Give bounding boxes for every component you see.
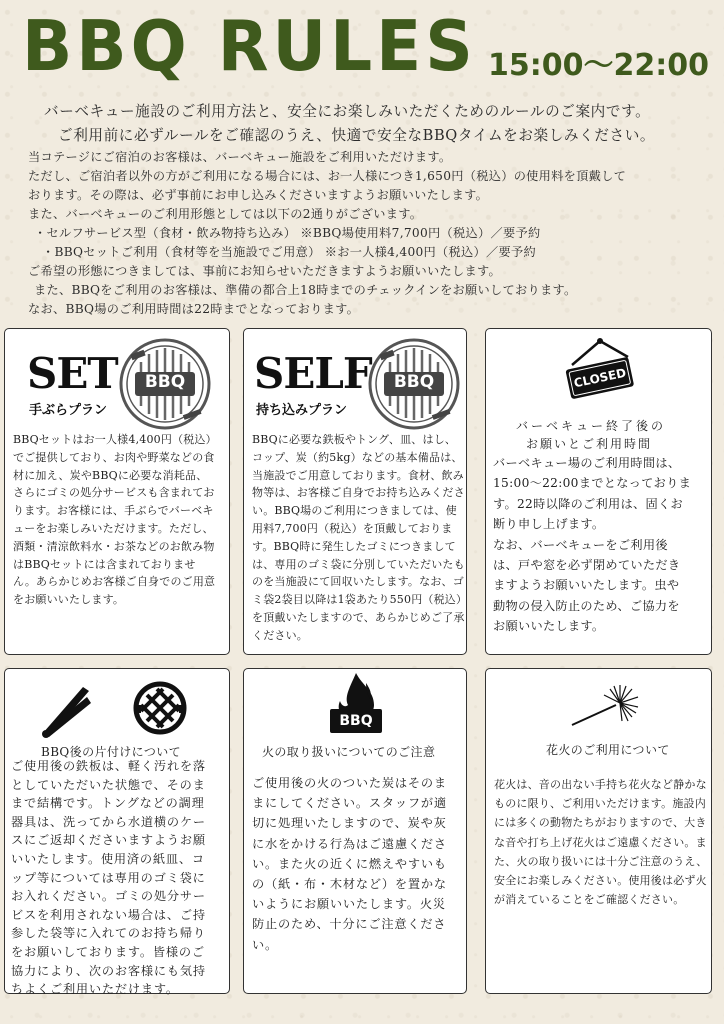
fire-body-line: まにしてください。スタッフが適: [252, 796, 447, 811]
closed-body-line: 断り申し上げます。: [493, 517, 605, 532]
fireworks-body-line: ものに限り、ご利用いただけます。施設内: [494, 797, 706, 811]
cleanup-body-line: をお願いしております。皆様のご: [11, 944, 205, 959]
notes-line: また、バーベキューのご利用形態としては以下の2通りがございます。: [28, 207, 423, 221]
grill-badge-text: BBQ: [393, 372, 435, 392]
fireworks-body-line: には多くの動物たちがおりますので、大き: [494, 816, 707, 830]
set-body-line: ります。お客様には、手ぶらでバーベキ: [13, 504, 214, 518]
fireworks-body-line: が消えていることをご確認ください。: [494, 893, 685, 907]
fireworks-heading: 花火のご利用について: [546, 743, 670, 757]
grill-badge-text: BBQ: [144, 372, 186, 392]
self-body: [252, 431, 467, 645]
self-body-line: 用料7,700円（税込）を頂戴しておりま: [252, 521, 453, 535]
fire-body-line: い。また火の近くに燃えやすいも: [252, 856, 447, 871]
card-self-plan: [243, 328, 467, 655]
notes-line: ・BBQセットご利用（食材等を当施設でご用意） ※お一人様4,400円（税込）／要予約: [42, 245, 536, 259]
self-body-line: ミ袋2袋目以降は1袋あたり550円（税込）: [252, 593, 468, 607]
fire-heading: 火の取り扱いについてのご注意: [262, 745, 436, 759]
cleanup-body-line: 参した袋等に入れてのお持ち帰り: [11, 926, 206, 941]
fire-body-line: い。: [252, 937, 278, 952]
cleanup-heading: BBQ後の片付けについて: [41, 745, 182, 759]
fire-badge-text: BBQ: [339, 713, 373, 729]
closed-body-line: なお、バーベキューをご利用後: [493, 537, 668, 552]
card-fireworks: [485, 668, 712, 994]
grill-grate-icon: [129, 675, 191, 737]
hours-label: 15:00～22:00: [488, 48, 709, 83]
self-body-line: 当施設でご用意しております。食材、飲み: [252, 468, 464, 482]
notes-line: ・セルフサービス型（食材・飲み物持ち込み） ※BBQ場使用料7,700円（税込）／要予約: [34, 226, 541, 240]
set-subheading: 手ぶらプラン: [29, 403, 108, 418]
cleanup-body-line: スにご返却くださいますようお願: [11, 833, 206, 848]
card-closing-hours: [485, 328, 712, 655]
set-body-line: さらにゴミの処分サービスも含まれてお: [13, 486, 215, 500]
fire-body-line: の（紙・布・木材など）を置かな: [252, 877, 447, 892]
fire-body: [252, 773, 447, 955]
cleanup-body-line: まで結構です。トングなどの調理: [11, 796, 205, 811]
cleanup-body-line: ップ等については専用のゴミ袋に: [11, 870, 206, 885]
notes-line: 当コテージにご宿泊のお客様は、バーベキュー施設をご利用いただけます。: [28, 150, 452, 164]
self-heading: SELF: [254, 349, 372, 398]
cleanup-body-line: 協力により、次のお客様にも気持: [11, 963, 206, 978]
cleanup-body-line: ご使用後の鉄板は、軽く汚れを落: [11, 759, 206, 773]
self-body-line: す。BBQ時に発生したゴミにつきまして: [252, 539, 456, 553]
self-body-line: は、専用のゴミ袋に分別していただいたも: [252, 557, 465, 571]
notes-line: おります。その際は、必ず事前にお申し込みくださいますようお願いいたします。: [28, 188, 489, 202]
set-body-line: 材に加え、炭やBBQに必要な消耗品、: [13, 468, 208, 482]
self-body-line: を頂戴いたしますので、あらかじめご了承: [252, 610, 465, 624]
cleanup-body-line: としていただいた状態で、そのま: [11, 777, 206, 792]
cleanup-body-line: いいたします。使用済の紙皿、コ: [11, 851, 205, 866]
self-body-line: い。BBQ場のご利用につきましては、使: [252, 504, 457, 518]
set-body-line: ん。あらかじめお客様ご自身でのご用意: [13, 575, 216, 589]
closed-body-line: お願いいたします。: [493, 619, 605, 634]
page-title: BBQ RULES: [22, 6, 477, 87]
set-body-line: をお願いいたします。: [13, 593, 125, 607]
notes-block: [28, 148, 708, 319]
closed-heading-2: お願いとご利用時間: [526, 437, 653, 451]
closed-body: [493, 453, 691, 637]
self-body-line: のを当施設にて回収いたします。なお、ゴ: [252, 575, 464, 589]
intro-line-2: ご利用前に必ずルールをご確認のうえ、快適で安全なBBQタイムをお楽しみください。: [58, 127, 656, 144]
set-heading: SET: [27, 349, 118, 398]
closed-body-line: は、戸や窓を必ず閉めていただき: [493, 558, 681, 573]
cleanup-body-line: ビスを利用されない場合は、ご持: [11, 907, 206, 922]
card-set-plan: [4, 328, 230, 655]
notes-line: なお、BBQ場のご利用時間は22時までとなっております。: [28, 302, 360, 316]
fire-body-line: 切に処理いたしますので、炭や灰: [252, 816, 447, 831]
self-body-line: ください。: [252, 628, 308, 642]
closed-body-line: バーベキュー場のご利用時間は、: [493, 456, 681, 470]
intro-line-1: バーベキュー施設のご利用方法と、安全にお楽しみいただくためのルールのご案内です。: [44, 103, 651, 120]
sparkler-icon: [570, 683, 640, 727]
card-fire-safety: [243, 668, 467, 994]
fireworks-body-line: 花火は、音の出ない手持ち花火など静かな: [494, 778, 707, 791]
closed-body-line: 15:00～22:00までとなっておりま: [493, 476, 692, 491]
fire-body-line: ご使用後の火のついた炭はそのま: [252, 776, 447, 790]
set-body-line: でご提供しており、お肉や野菜などの食: [13, 450, 215, 464]
fireworks-body-line: た、火の取り扱いには十分ご注意のうえ、: [494, 854, 708, 868]
notes-line: また、BBQをご利用のお客様は、準備の都合上18時までのチェックインをお願いしております。: [34, 283, 577, 297]
closed-body-line: す。22時以降のご利用は、固くお: [493, 496, 683, 511]
closed-body-line: 動物の侵入防止のため、ご協力を: [493, 598, 680, 613]
closed-heading-1: バーベキュー終了後の: [516, 419, 667, 433]
set-body-line: BBQセットはお一人様4,400円（税込）: [13, 433, 217, 446]
cleanup-body-line: 器具は、洗ってから水道横のケー: [11, 814, 206, 829]
notes-line: ご希望の形態につきましては、事前にお知らせいただきますようお願いいたします。: [28, 264, 501, 278]
self-body-line: BBQに必要な鉄板やトング、皿、はし、: [252, 433, 457, 446]
cleanup-body: [11, 757, 206, 999]
tongs-icon: [37, 679, 97, 739]
fireworks-body-line: な音や打ち上げ花火はご遠慮ください。ま: [494, 835, 707, 849]
closed-sign-text: CLOSED: [572, 365, 628, 391]
fire-body-line: いようにお願いいたします。火災: [252, 897, 446, 912]
self-body-line: 物等は、お客様ご自身でお持ち込みくださ: [252, 486, 465, 500]
set-body-line: はBBQセットには含まれておりませ: [13, 557, 196, 571]
notes-line: ただし、ご宿泊者以外の方がご利用になる場合には、お一人様につき1,650円（税込）の使用料を頂戴して: [28, 169, 627, 183]
card-cleanup: [4, 668, 230, 997]
fire-body-line: 防止のため、十分にご注意くださ: [252, 917, 447, 932]
set-body: [13, 431, 217, 609]
self-body-line: コップ、炭（約5kg）などの基本備品は、: [252, 450, 463, 464]
set-body-line: 酒類・清涼飲料水・お茶などのお飲み物: [13, 539, 215, 553]
set-body-line: ューをお楽しみいただけます。ただし、: [13, 521, 214, 535]
closed-body-line: ますようお願いいたします。虫や: [493, 578, 680, 593]
cleanup-body-line: お入れください。ゴミの処分サー: [11, 889, 206, 904]
fireworks-body: [494, 775, 707, 909]
fire-body-line: に水をかける行為はご遠慮くださ: [252, 836, 447, 851]
cleanup-body-line: ちよくご利用いただけます。: [11, 982, 179, 997]
self-subheading: 持ち込みプラン: [256, 403, 348, 418]
fireworks-body-line: 安全にお楽しみください。使用後は必ず火: [494, 874, 707, 888]
